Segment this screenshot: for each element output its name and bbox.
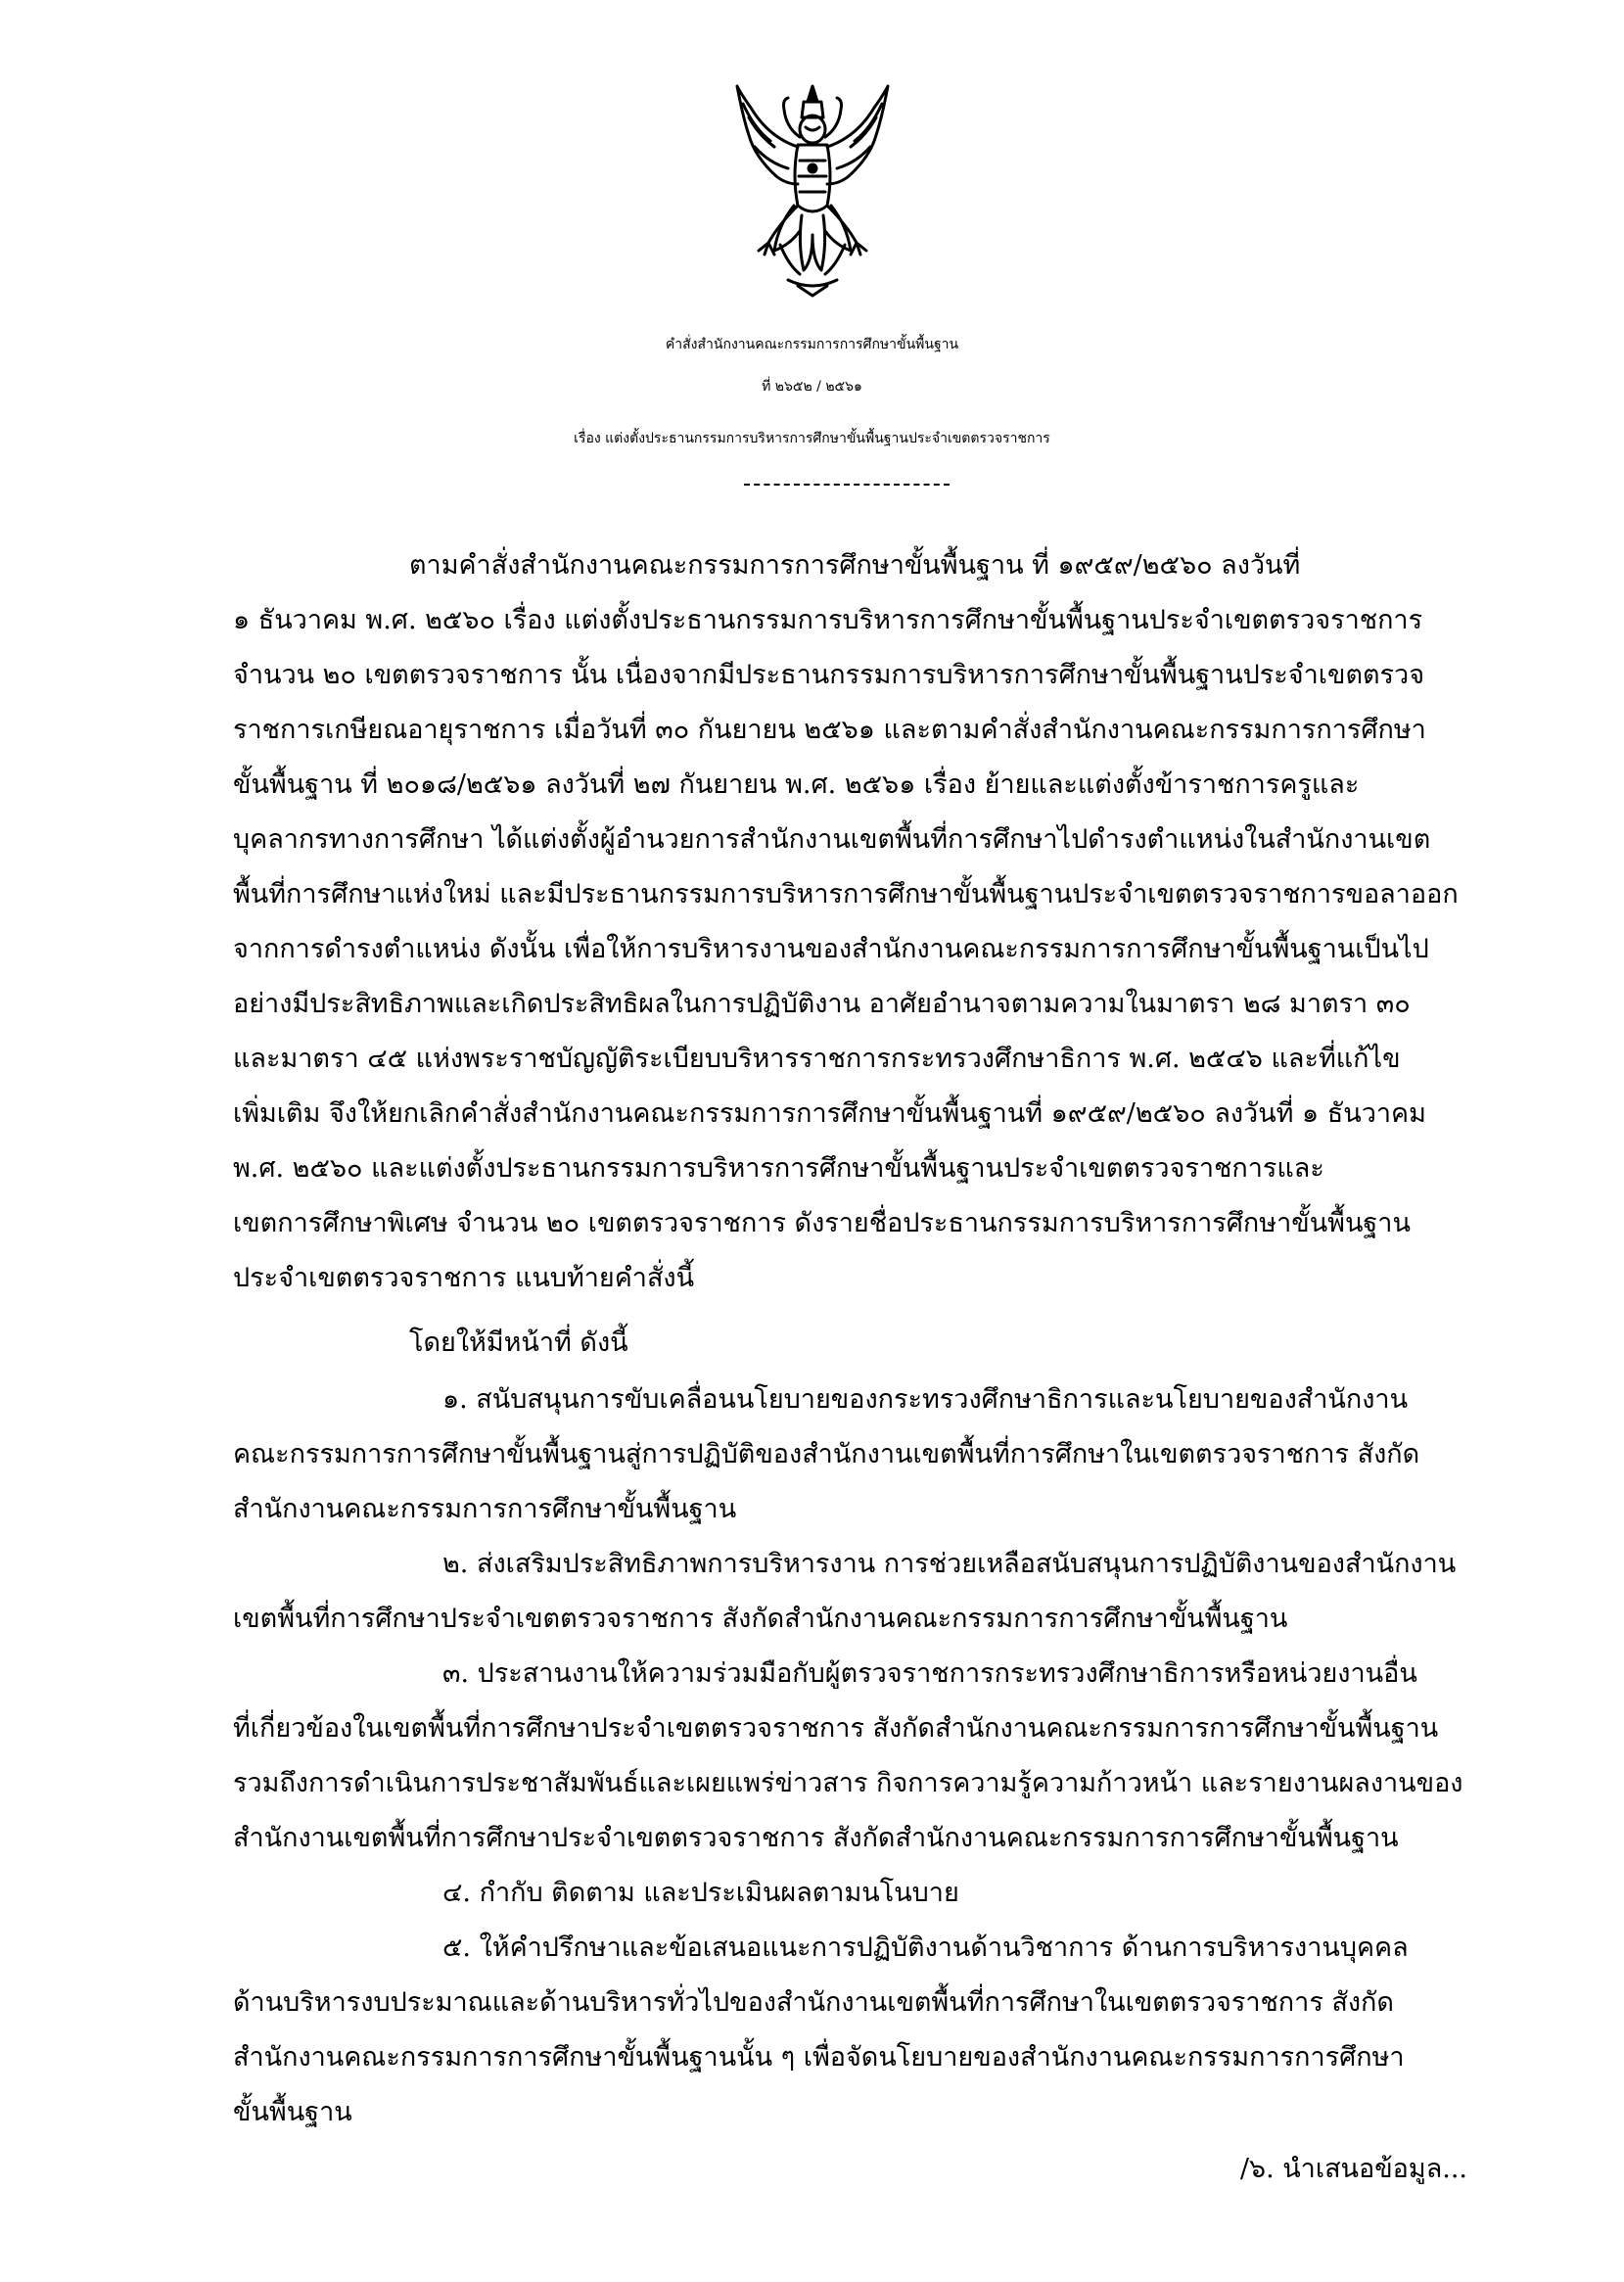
body-line: ด้านบริหารงบประมาณและด้านบริหารทั่วไปของสำนักงานเขตพื้นที่การศึกษาในเขตตรวจราชการ สังกัด <box>233 1987 1394 2018</box>
duty-item-5: ๕. ให้คำปรึกษาและข้อเสนอแนะการปฏิบัติงานด้านวิชาการ ด้านการบริหารงานบุคคล <box>442 1933 1409 1963</box>
body-line: สำนักงานคณะกรรมการการศึกษาขั้นพื้นฐานนั้น ๆ เพื่อจัดนโยบายของสำนักงานคณะกรรมการการศึกษา <box>233 2042 1405 2072</box>
body-line: ๑ ธันวาคม พ.ศ. ๒๕๖๐ เรื่อง แต่งตั้งประธานกรรมการบริหารการศึกษาขั้นพื้นฐานประจำเขตตรวจราชการ <box>233 605 1423 635</box>
body-line: พ.ศ. ๒๕๖๐ และแต่งตั้งประธานกรรมการบริหารการศึกษาขั้นพื้นฐานประจำเขตตรวจราชการและ <box>233 1153 1324 1184</box>
duties-intro: โดยให้มีหน้าที่ ดังนี้ <box>409 1327 628 1358</box>
duty-item-2: ๒. ส่งเสริมประสิทธิภาพการบริหารงาน การช่วยเหลือสนับสนุนการปฏิบัติงานของสำนักงาน <box>442 1549 1457 1579</box>
body-line: เขตพื้นที่การศึกษาประจำเขตตรวจราชการ สังกัดสำนักงานคณะกรรมการการศึกษาขั้นพื้นฐาน <box>233 1604 1288 1634</box>
body-line: จำนวน ๒๐ เขตตรวจราชการ นั้น เนื่องจากมีประธานกรรมการบริหารการศึกษาขั้นพื้นฐานประจำเขตตรวจ <box>233 660 1425 690</box>
body-line: จากการดำรงตำแหน่ง ดังนั้น เพื่อให้การบริหารงานของสำนักงานคณะกรรมการการศึกษาขั้นพื้นฐานเป็นไป <box>233 934 1429 964</box>
body-line: บุคลากรทางการศึกษา ได้แต่งตั้งผู้อำนวยการสำนักงานเขตพื้นที่การศึกษาไปดำรงตำแหน่งในสำนักงานเขต <box>233 824 1431 855</box>
body-line: สำนักงานคณะกรรมการการศึกษาขั้นพื้นฐาน <box>233 1494 737 1524</box>
order-number: ที่ ๒๖๕๒ / ๒๕๖๑ <box>762 379 862 395</box>
body-line: สำนักงานเขตพื้นที่การศึกษาประจำเขตตรวจราชการ สังกัดสำนักงานคณะกรรมการการศึกษาขั้นพื้นฐาน <box>233 1823 1399 1853</box>
duty-item-1: ๑. สนับสนุนการขับเคลื่อนนโยบายของกระทรวงศึกษาธิการและนโยบายของสำนักงาน <box>442 1384 1409 1415</box>
body-line: เพิ่มเติม จึงให้ยกเลิกคำสั่งสำนักงานคณะกรรมการการศึกษาขั้นพื้นฐานที่ ๑๙๕๙/๒๕๖๐ ลงวันที่ ๑ ธันวาคม <box>233 1098 1426 1129</box>
body-line: ขั้นพื้นฐาน ที่ ๒๐๑๘/๒๕๖๑ ลงวันที่ ๒๗ กันยายน พ.ศ. ๒๕๖๑ เรื่อง ย้ายและแต่งตั้งข้าราชการครูและ <box>233 769 1360 800</box>
body-line: และมาตรา ๔๕ แห่งพระราชบัญญัติระเบียบบริหารราชการกระทรวงศึกษาธิการ พ.ศ. ๒๕๔๖ และที่แก้ไข <box>233 1044 1401 1074</box>
order-title: คำสั่งสำนักงานคณะกรรมการการศึกษาขั้นพื้นฐาน <box>665 337 959 352</box>
body-line: อย่างมีประสิทธิภาพและเกิดประสิทธิผลในการปฏิบัติงาน อาศัยอำนาจตามความในมาตรา ๒๘ มาตรา ๓๐ <box>233 989 1411 1019</box>
header-separator <box>744 484 950 486</box>
body-line: ที่เกี่ยวข้องในเขตพื้นที่การศึกษาประจำเขตตรวจราชการ สังกัดสำนักงานคณะกรรมการการศึกษาขั้นพื้นฐาน <box>233 1713 1439 1744</box>
body-line: คณะกรรมการการศึกษาขั้นพื้นฐานสู่การปฏิบัติของสำนักงานเขตพื้นที่การศึกษาในเขตตรวจราชการ สังกัด <box>233 1439 1420 1469</box>
body-line: ตามคำสั่งสำนักงานคณะกรรมการการศึกษาขั้นพื้นฐาน ที่ ๑๙๕๙/๒๕๖๐ ลงวันที่ <box>409 550 1301 581</box>
duty-item-3: ๓. ประสานงานให้ความร่วมมือกับผู้ตรวจราชการกระทรวงศึกษาธิการหรือหน่วยงานอื่น <box>442 1658 1417 1689</box>
body-line: ประจำเขตตรวจราชการ แนบท้ายคำสั่งนี้ <box>233 1263 695 1293</box>
continuation-note: /๖. นำเสนอข้อมูล... <box>1239 2154 1467 2184</box>
order-subject: เรื่อง แต่งตั้งประธานกรรมการบริหารการศึกษาขั้นพื้นฐานประจำเขตตรวจราชการ <box>574 431 1050 446</box>
body-line: รวมถึงการดำเนินการประชาสัมพันธ์และเผยแพร่ข่าวสาร กิจการความรู้ความก้าวหน้า และรายงานผลงานของ <box>233 1768 1463 1798</box>
body-line: ราชการเกษียณอายุราชการ เมื่อวันที่ ๓๐ กันยายน ๒๕๖๑ และตามคำสั่งสำนักงานคณะกรรมการการศึกษา <box>233 715 1426 745</box>
duty-item-4: ๔. กำกับ ติดตาม และประเมินผลตามนโนบาย <box>442 1878 959 1908</box>
garuda-emblem-icon <box>729 78 896 299</box>
body-line: ขั้นพื้นฐาน <box>233 2097 352 2127</box>
body-line: เขตการศึกษาพิเศษ จำนวน ๒๐ เขตตรวจราชการ ดังรายชื่อประธานกรรมการบริหารการศึกษาขั้นพื้นฐาน <box>233 1208 1411 1238</box>
body-line: พื้นที่การศึกษาแห่งใหม่ และมีประธานกรรมการบริหารการศึกษาขั้นพื้นฐานประจำเขตตรวจราชการขอลาออก <box>233 879 1459 909</box>
